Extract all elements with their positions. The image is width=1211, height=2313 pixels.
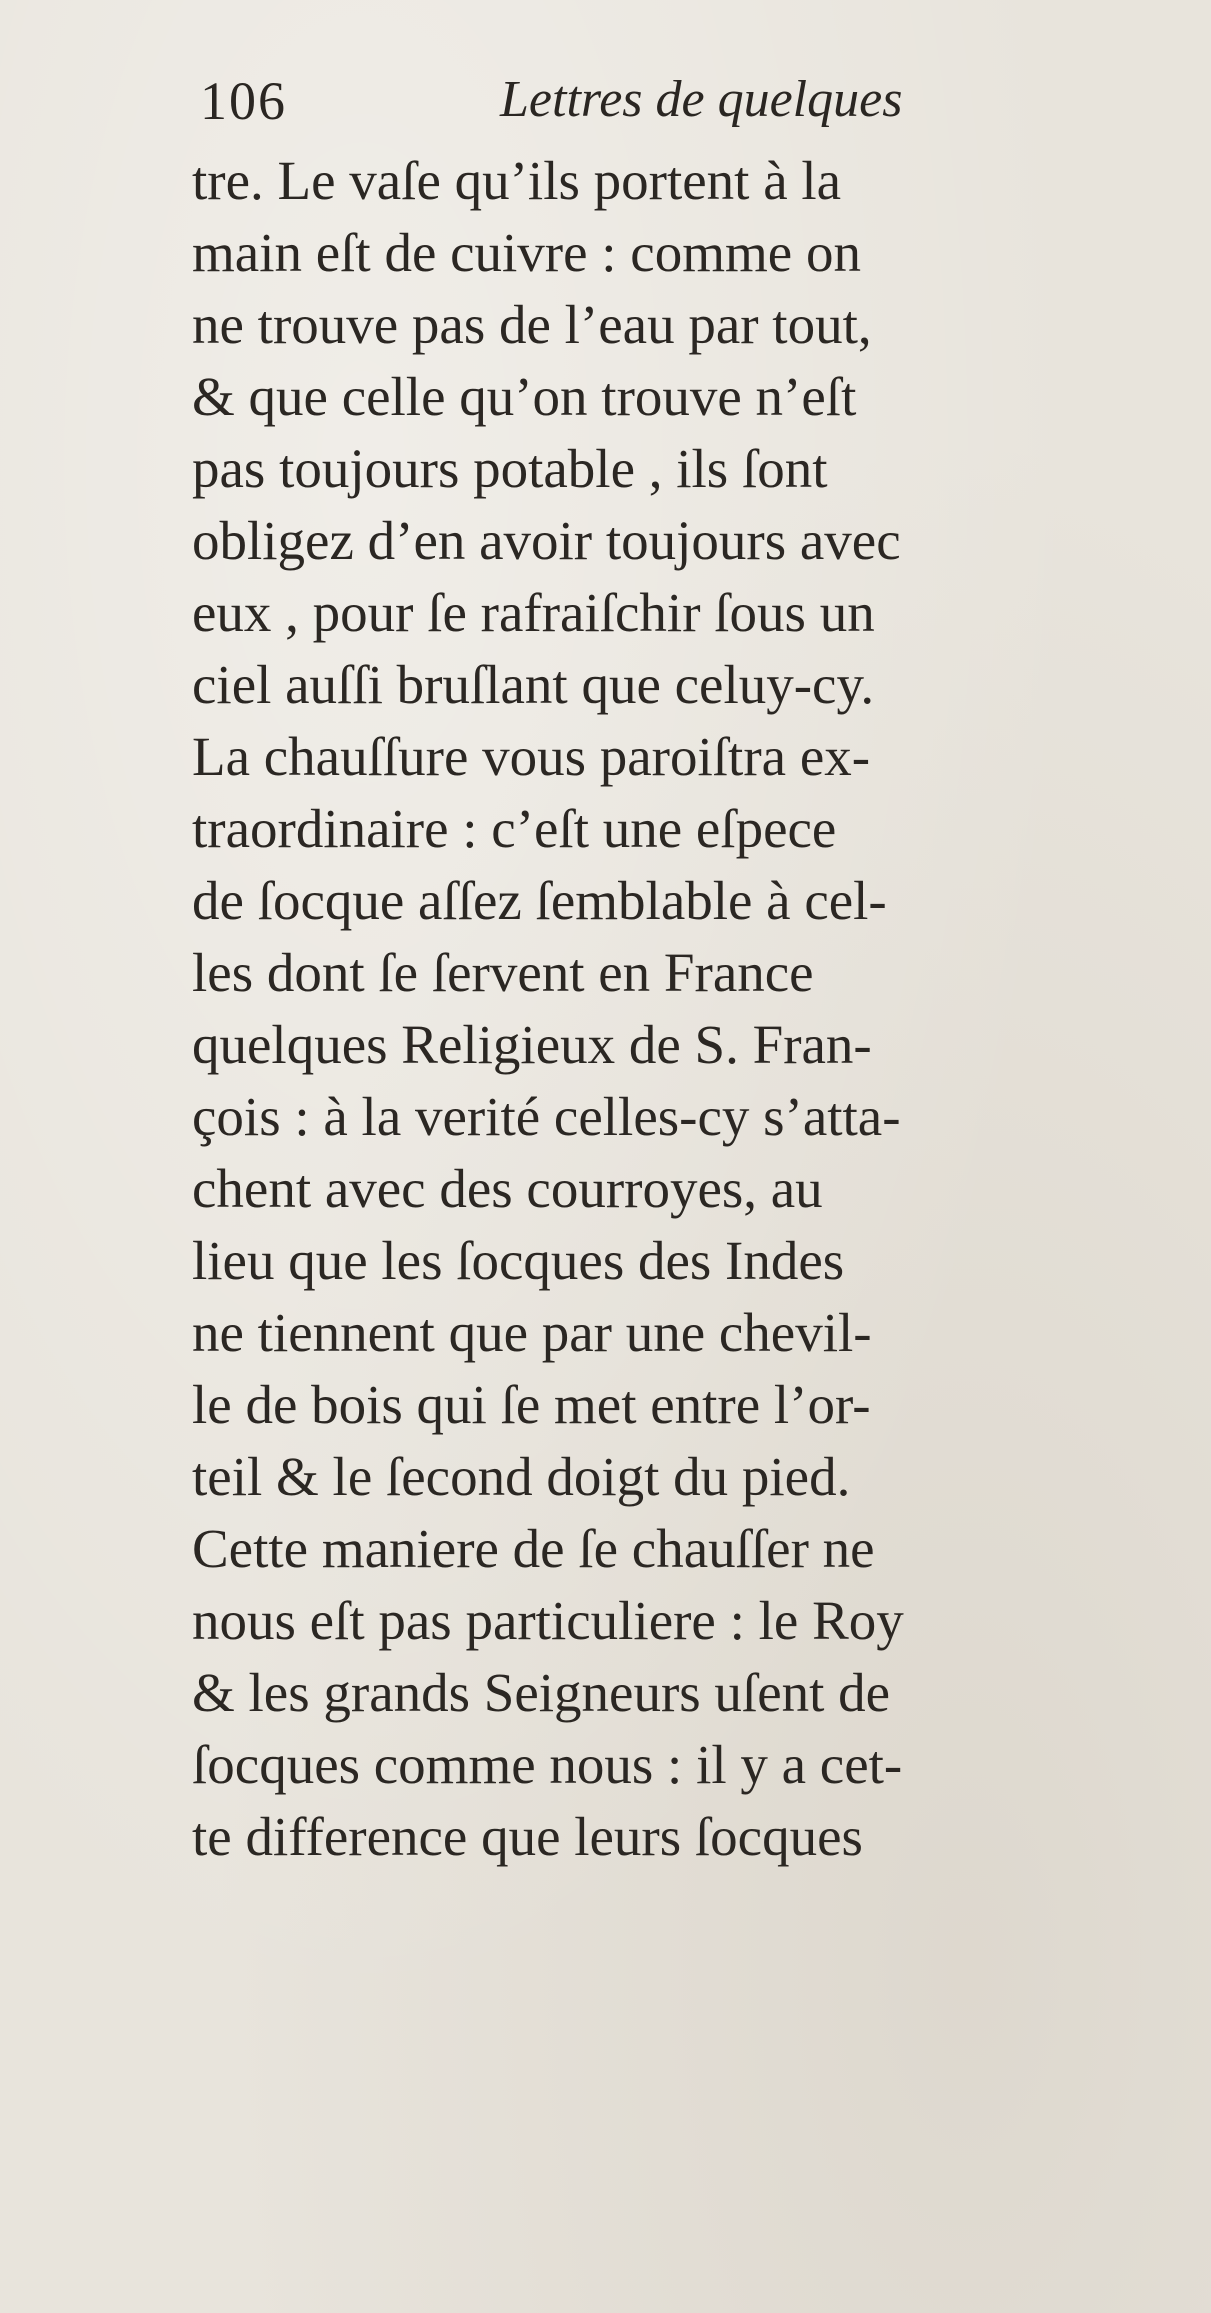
text-line: de ſocque aſſez ſemblable à cel- — [192, 870, 887, 931]
text-line: ciel auſſi bruſlant que celuy-cy. — [192, 654, 875, 715]
text-line: chent avec des courroyes, au — [192, 1158, 823, 1219]
page-number: 106 — [200, 71, 287, 131]
running-title: Lettres de quelques — [500, 71, 903, 128]
text-line: Cette maniere de ſe chauſſer ne — [192, 1518, 875, 1579]
page-header — [200, 70, 1100, 140]
text-line: & les grands Seigneurs uſent de — [192, 1662, 891, 1723]
text-line: ne trouve pas de l’eau par tout, — [192, 294, 872, 355]
text-line: La chauſſure vous paroiſtra ex- — [192, 726, 871, 787]
text-line: teil & le ſecond doigt du pied. — [192, 1446, 851, 1507]
text-line: & que celle qu’on trouve n’eſt — [192, 366, 857, 427]
text-line: ne tiennent que par une chevil- — [192, 1302, 872, 1363]
text-line: traordinaire : c’eſt une eſpece — [192, 798, 837, 859]
text-line: lieu que les ſocques des Indes — [192, 1230, 845, 1291]
text-line: main eſt de cuivre : comme on — [192, 222, 861, 283]
text-line: te difference que leurs ſocques — [192, 1806, 863, 1867]
text-line: quelques Religieux de S. Fran- — [192, 1014, 872, 1075]
text-line: eux , pour ſe rafraiſchir ſous un — [192, 582, 875, 643]
text-line: çois : à la verité celles-cy s’atta- — [192, 1086, 901, 1147]
text-line: ſocques comme nous : il y a cet- — [192, 1734, 903, 1795]
text-line: les dont ſe ſervent en France — [192, 942, 814, 1003]
text-line: pas toujours potable , ils ſont — [192, 438, 828, 499]
text-line: tre. Le vaſe qu’ils portent à la — [192, 150, 842, 211]
text-line: obligez d’en avoir toujours avec — [192, 510, 901, 571]
text-line: le de bois qui ſe met entre l’or- — [192, 1374, 871, 1435]
text-line: nous eſt pas particuliere : le Roy — [192, 1590, 904, 1651]
